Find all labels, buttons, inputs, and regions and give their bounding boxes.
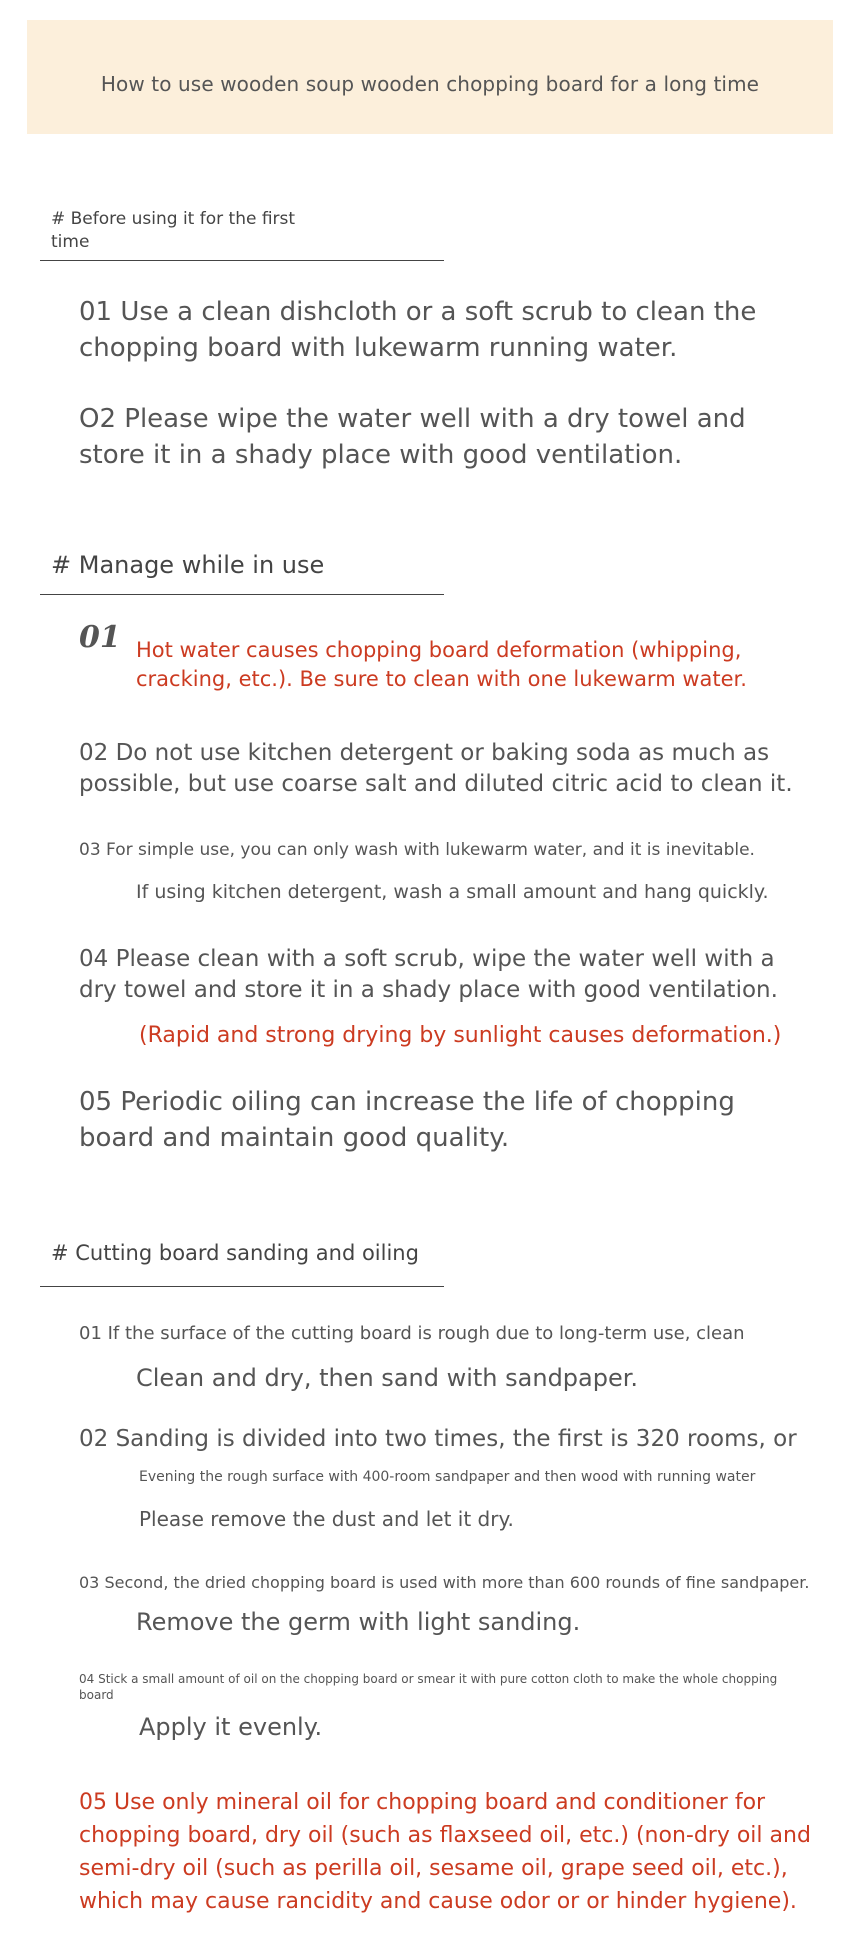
list-item-detail: Clean and dry, then sand with sandpaper. [136, 1364, 639, 1392]
item-number: 01 [79, 620, 121, 655]
warning-text: Hot water causes chopping board deformation (whipping, [136, 638, 742, 662]
list-item: chopping board with lukewarm running water. [79, 333, 678, 363]
list-item: 03 For simple use, you can only wash with lukewarm water, and it is inevitable. [79, 840, 755, 860]
warning-text: chopping board, dry oil (such as flaxseed oil, etc.) (non-dry oil and [79, 1823, 811, 1848]
list-item: store it in a shady place with good ventilation. [79, 440, 683, 470]
section-divider [40, 1286, 444, 1287]
section-heading-sanding: # Cutting board sanding and oiling [51, 1241, 419, 1265]
list-item: 05 Periodic oiling can increase the life of chopping [79, 1087, 735, 1117]
list-item: O2 Please wipe the water well with a dry towel and [79, 404, 746, 434]
list-item-detail: If using kitchen detergent, wash a small amount and hang quickly. [136, 881, 769, 903]
section-heading-first-use-cont: time [51, 232, 90, 252]
list-item-detail: Evening the rough surface with 400-room sandpaper and then wood with running water [139, 1469, 756, 1485]
list-item: 04 Please clean with a soft scrub, wipe the water well with a [79, 946, 775, 972]
list-item: 04 Stick a small amount of oil on the chopping board or smear it with pure cotton cloth to make the whole chopping [79, 1672, 778, 1686]
section-heading-first-use: # Before using it for the first [51, 209, 296, 229]
warning-text: semi-dry oil (such as perilla oil, sesame oil, grape seed oil, etc.), [79, 1856, 788, 1881]
section-divider [40, 260, 444, 261]
warning-text: which may cause rancidity and cause odor or or hinder hygiene). [79, 1889, 797, 1914]
list-item: 02 Sanding is divided into two times, the first is 320 rooms, or [79, 1426, 797, 1452]
list-item-detail: Apply it evenly. [139, 1713, 323, 1741]
warning-text: 05 Use only mineral oil for chopping board and conditioner for [79, 1790, 766, 1815]
list-item: board [79, 1688, 114, 1702]
section-heading-in-use: # Manage while in use [51, 551, 325, 579]
list-item-detail: Remove the germ with light sanding. [136, 1608, 581, 1636]
list-item: 02 Do not use kitchen detergent or baking soda as much as [79, 740, 770, 766]
list-item: 03 Second, the dried chopping board is used with more than 600 rounds of fine sandpaper. [79, 1573, 810, 1592]
list-item: 01 If the surface of the cutting board is rough due to long-term use, clean [79, 1323, 745, 1344]
section-divider [40, 594, 444, 595]
page-title: How to use wooden soup wooden chopping board for a long time [100, 72, 760, 96]
warning-text: (Rapid and strong drying by sunlight causes deformation.) [139, 1023, 782, 1048]
list-item: 01 Use a clean dishcloth or a soft scrub to clean the [79, 297, 757, 327]
list-item: board and maintain good quality. [79, 1123, 510, 1153]
list-item: dry towel and store it in a shady place with good ventilation. [79, 977, 778, 1003]
warning-text: cracking, etc.). Be sure to clean with one lukewarm water. [136, 667, 747, 691]
list-item: possible, but use coarse salt and diluted citric acid to clean it. [79, 771, 793, 797]
list-item-detail: Please remove the dust and let it dry. [139, 1507, 514, 1531]
title-banner [27, 20, 833, 134]
